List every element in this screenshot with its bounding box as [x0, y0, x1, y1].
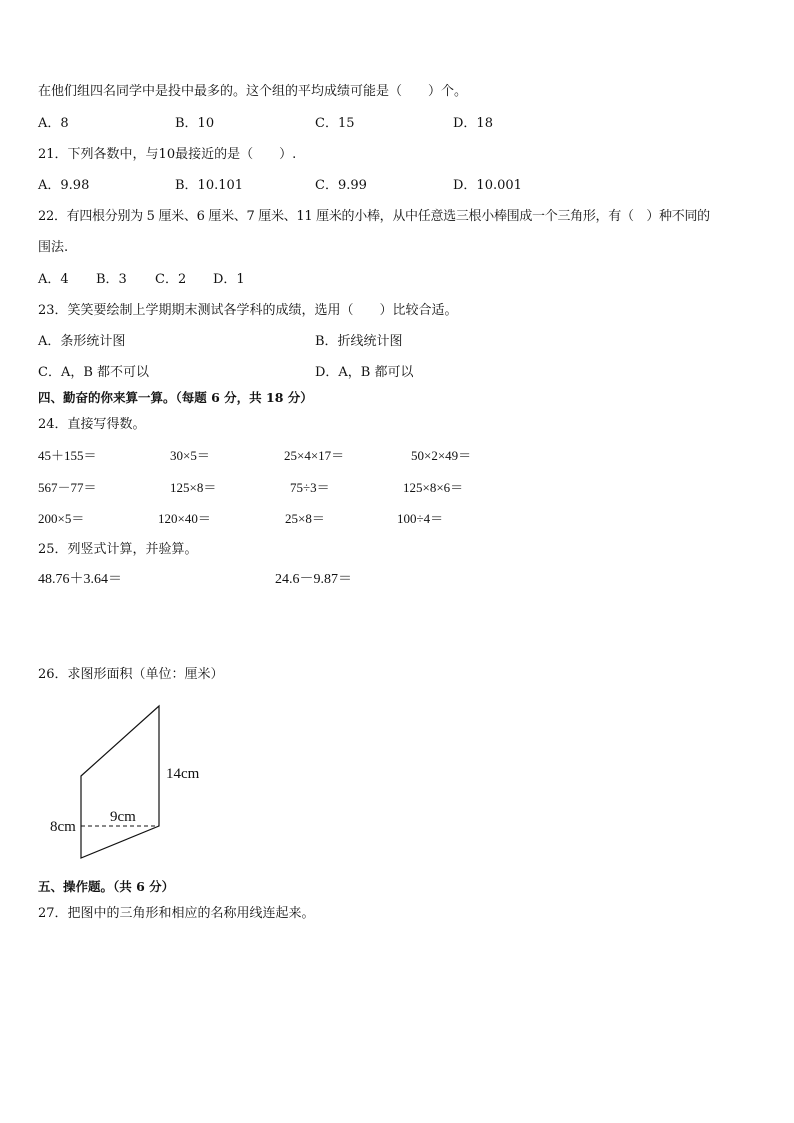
q24-item: 200×5＝ — [38, 511, 85, 526]
q22-text-line2: 围法. — [38, 240, 69, 255]
q22-option-a: A．4 — [38, 272, 69, 287]
section-4-heading: 四、勤奋的你来算一算。（每题 6 分，共 18 分） — [38, 390, 313, 405]
q20-option-d: D．18 — [453, 116, 493, 131]
q25-item-2: 24.6－9.87＝ — [275, 572, 352, 587]
q23-option-a: A．条形统计图 — [38, 334, 126, 349]
q24-item: 125×8＝ — [170, 480, 217, 495]
q20-option-a: A．8 — [38, 116, 69, 131]
q23-option-d: D．A，B 都可以 — [315, 365, 414, 380]
q21-option-a: A．9.98 — [38, 178, 90, 193]
q25-text: 25．列竖式计算，并验算。 — [38, 542, 198, 557]
q24-item: 50×2×49＝ — [411, 448, 472, 463]
q24-item: 100÷4＝ — [397, 511, 444, 526]
q22-option-d: D．1 — [213, 272, 245, 287]
label-9cm: 9cm — [110, 809, 136, 825]
q27-text: 27．把图中的三角形和相应的名称用线连起来。 — [38, 906, 315, 921]
q24-item: 30×5＝ — [170, 448, 210, 463]
q25-item-1: 48.76＋3.64＝ — [38, 572, 122, 587]
label-8cm: 8cm — [50, 819, 76, 835]
q20-text: 在他们组四名同学中是投中最多的。这个组的平均成绩可能是（ ）个。 — [38, 84, 468, 99]
q22-option-b: B．3 — [96, 272, 127, 287]
q23-text: 23．笑笑要绘制上学期期末测试各学科的成绩，选用（ ）比较合适。 — [38, 303, 458, 318]
q24-text: 24．直接写得数。 — [38, 417, 146, 432]
trapezoid-figure — [40, 700, 220, 865]
q24-item: 120×40＝ — [158, 511, 211, 526]
q20-option-c: C．15 — [315, 116, 355, 131]
q24-item: 567－77＝ — [38, 480, 97, 495]
q24-item: 45＋155＝ — [38, 448, 97, 463]
q24-item: 75÷3＝ — [290, 480, 330, 495]
q22-text-line1: 22．有四根分别为 5 厘米、6 厘米、7 厘米、11 厘米的小棒，从中任意选三根小棒围成一个三角形，有（ ）种不同的 — [38, 209, 710, 224]
label-14cm: 14cm — [166, 766, 200, 782]
q20-option-b: B．10 — [175, 116, 215, 131]
section-5-heading: 五、操作题。（共 6 分） — [38, 879, 175, 894]
q23-option-b: B．折线统计图 — [315, 334, 403, 349]
q21-text: 21．下列各数中，与10最接近的是（ ）. — [38, 147, 297, 162]
q24-item: 25×8＝ — [285, 511, 325, 526]
q21-option-b: B．10.101 — [175, 178, 244, 193]
q23-option-c: C．A，B 都不可以 — [38, 365, 150, 380]
q21-option-c: C．9.99 — [315, 178, 367, 193]
trapezoid-shape — [81, 706, 159, 858]
q24-item: 125×8×6＝ — [403, 480, 464, 495]
q21-option-d: D．10.001 — [453, 178, 522, 193]
q24-item: 25×4×17＝ — [284, 448, 345, 463]
q26-text: 26．求图形面积（单位：厘米） — [38, 667, 224, 682]
q22-option-c: C．2 — [155, 272, 187, 287]
